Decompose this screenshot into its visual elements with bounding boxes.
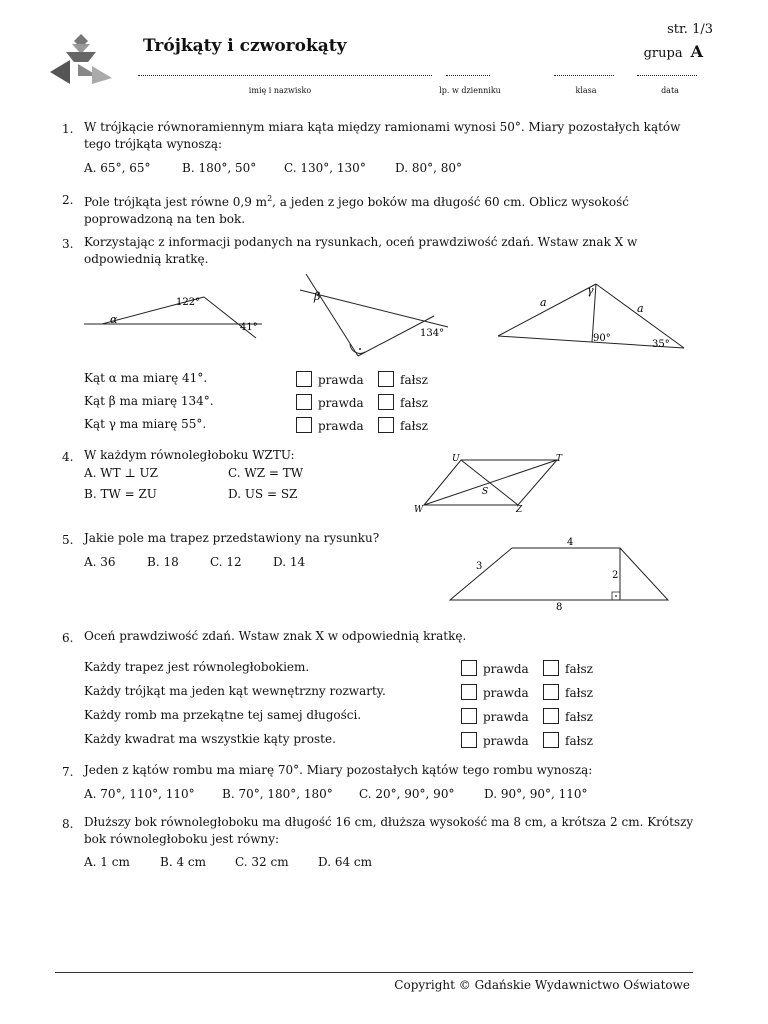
name-field[interactable]	[138, 74, 432, 76]
question-3-row-2-text: Kąt β ma miarę 134°.	[84, 394, 214, 408]
class-field-label: klasa	[575, 86, 597, 95]
question-6-row-2-true-checkbox[interactable]	[461, 684, 477, 700]
question-3-row-2-true-checkbox[interactable]	[296, 394, 312, 410]
question-2-number: 2.	[62, 193, 74, 207]
trapezoid-label-side: 3	[476, 561, 483, 572]
false-label: fałsz	[565, 734, 593, 748]
question-6-row-3-false-checkbox[interactable]	[543, 708, 559, 724]
fig3-side-a-right: a	[637, 302, 644, 315]
true-label: prawda	[318, 419, 364, 433]
footer-divider	[55, 972, 693, 973]
question-4-option-b[interactable]: B. TW = ZU	[84, 487, 157, 501]
fig3-side-a-left: a	[540, 296, 547, 309]
question-8-option-b[interactable]: B. 4 cm	[160, 855, 206, 869]
question-6-row-3-answers	[461, 708, 593, 724]
true-label: prawda	[483, 734, 529, 748]
question-6-row-3-text: Każdy romb ma przekątne tej samej długości.	[84, 708, 362, 722]
question-3-figure-2	[298, 272, 458, 362]
question-5-option-c[interactable]: C. 12	[210, 555, 242, 569]
label-u: U	[452, 454, 460, 464]
true-label: prawda	[483, 710, 529, 724]
false-label: fałsz	[565, 662, 593, 676]
fig3-left-side	[498, 284, 596, 336]
trapezoid-label-height: 2	[612, 570, 619, 581]
question-4-option-c[interactable]: C. WZ = TW	[228, 466, 304, 480]
question-4-option-d[interactable]: D. US = SZ	[228, 487, 298, 501]
fig3-angle-35: 35°	[652, 339, 670, 350]
class-field[interactable]	[554, 74, 614, 76]
question-3-row-1-text: Kąt α ma miarę 41°.	[84, 371, 208, 385]
question-1-number: 1.	[62, 122, 74, 136]
question-3-row-3-answers	[296, 417, 428, 433]
fig2-line-2	[300, 290, 448, 327]
question-5-option-a[interactable]: A. 36	[84, 555, 116, 569]
question-7-option-a[interactable]: A. 70°, 110°, 110°	[84, 787, 195, 801]
question-7-option-d[interactable]: D. 90°, 90°, 110°	[484, 787, 588, 801]
label-z: Z	[516, 505, 523, 515]
group-indicator	[644, 42, 703, 61]
question-6-row-2-answers	[461, 684, 593, 700]
question-4-text: W każdym równoległoboku WZTU:	[84, 448, 295, 462]
trapezoid-label-bottom: 8	[556, 602, 563, 613]
question-4-number: 4.	[62, 450, 74, 464]
fig2-angle-134: 134°	[420, 328, 445, 339]
true-label: prawda	[318, 373, 364, 387]
fig1-angle-122: 122°	[176, 297, 201, 308]
question-1-option-b[interactable]: B. 180°, 50°	[182, 161, 257, 175]
question-6-row-1-text: Każdy trapez jest równoległobokiem.	[84, 660, 310, 674]
question-3-row-3-true-checkbox[interactable]	[296, 417, 312, 433]
question-2-text-b: , a jeden z jego boków ma długość 60 cm. Oblicz wysokość poprowadzoną na ten bok.	[84, 195, 629, 226]
question-2-text	[84, 190, 699, 228]
publisher-logo	[48, 32, 114, 88]
question-6-row-1-false-checkbox[interactable]	[543, 660, 559, 676]
true-label: prawda	[483, 662, 529, 676]
question-5-option-d[interactable]: D. 14	[273, 555, 306, 569]
question-8-number: 8.	[62, 817, 74, 831]
fig1-angle-41: 41°	[240, 322, 258, 333]
question-3-figure-3	[492, 278, 692, 354]
question-3-number: 3.	[62, 237, 74, 251]
right-angle-dot	[615, 595, 617, 597]
question-6-row-3-true-checkbox[interactable]	[461, 708, 477, 724]
page-number: str. 1/3	[667, 22, 713, 37]
fig2-right-angle-dot	[359, 348, 361, 350]
question-4-parallelogram-figure	[410, 450, 580, 516]
question-3-row-1-false-checkbox[interactable]	[378, 371, 394, 387]
name-field-label: imię i nazwisko	[248, 86, 312, 95]
question-7-text: Jeden z kątów rombu ma miarę 70°. Miary pozostałych kątów tego rombu wynoszą:	[84, 763, 593, 777]
question-3-row-3-text: Kąt γ ma miarę 55°.	[84, 417, 207, 431]
question-8-option-d[interactable]: D. 64 cm	[318, 855, 373, 869]
label-w: W	[414, 505, 424, 515]
question-6-row-4-text: Każdy kwadrat ma wszystkie kąty proste.	[84, 732, 336, 746]
question-1-option-d[interactable]: D. 80°, 80°	[395, 161, 462, 175]
true-label: prawda	[483, 686, 529, 700]
question-3-text: Korzystając z informacji podanych na rysunkach, oceń prawdziwość zdań. Wstaw znak X w odpowiednią kratkę.	[84, 235, 638, 266]
question-8-option-c[interactable]: C. 32 cm	[235, 855, 289, 869]
question-6-row-4-false-checkbox[interactable]	[543, 732, 559, 748]
question-3-figure-1	[84, 282, 274, 342]
false-label: fałsz	[565, 710, 593, 724]
question-6-row-1-answers	[461, 660, 593, 676]
copyright-text: Copyright © Gdańskie Wydawnictwo Oświatowe	[394, 978, 690, 992]
question-6-text: Oceń prawdziwość zdań. Wstaw znak X w odpowiednią kratkę.	[84, 629, 467, 643]
question-5-number: 5.	[62, 533, 74, 547]
register-number-field-label: lp. w dzienniku	[439, 86, 501, 95]
question-6-row-4-answers	[461, 732, 593, 748]
question-8-option-a[interactable]: A. 1 cm	[84, 855, 130, 869]
diagonal-uz	[461, 460, 518, 505]
question-6-row-4-true-checkbox[interactable]	[461, 732, 477, 748]
register-number-field[interactable]	[446, 74, 490, 76]
question-3-row-1-answers	[296, 371, 428, 387]
false-label: fałsz	[400, 396, 428, 410]
false-label: fałsz	[565, 686, 593, 700]
question-3-row-2-false-checkbox[interactable]	[378, 394, 394, 410]
question-7-option-c[interactable]: C. 20°, 90°, 90°	[359, 787, 455, 801]
question-4-option-a[interactable]: A. WT ⊥ UZ	[84, 466, 158, 480]
question-8-text: Dłuższy bok równoległoboku ma długość 16 cm, dłuższa wysokość ma 8 cm, a krótsza 2 cm. Krótszy bok równoległoboku jest równy:	[84, 815, 694, 846]
true-label: prawda	[318, 396, 364, 410]
group-label: grupa	[643, 46, 683, 61]
question-3-row-1-true-checkbox[interactable]	[296, 371, 312, 387]
question-2-superscript: 2	[267, 194, 273, 203]
fig2-right-angle-arc	[350, 344, 365, 353]
page-title: Trójkąty i czworokąty	[143, 36, 347, 56]
question-1-option-c[interactable]: C. 130°, 130°	[284, 161, 366, 175]
label-s: S	[482, 487, 489, 497]
question-1-text: W trójkącie równoramiennym miara kąta między ramionami wynosi 50°. Miary pozostałych kątów tego trójkąta wynoszą:	[84, 120, 681, 151]
question-6-row-2-false-checkbox[interactable]	[543, 684, 559, 700]
fig3-angle-90: 90°	[593, 333, 611, 344]
false-label: fałsz	[400, 419, 428, 433]
date-field[interactable]	[637, 74, 697, 76]
question-2-text-a: Pole trójkąta jest równe 0,9 m	[84, 195, 268, 209]
group-value: A	[690, 42, 703, 61]
label-t: T	[556, 454, 563, 464]
question-5-trapezoid-figure	[440, 534, 680, 614]
fig2-line-1	[306, 274, 358, 356]
question-7-option-b[interactable]: B. 70°, 180°, 180°	[222, 787, 333, 801]
question-6-row-1-true-checkbox[interactable]	[461, 660, 477, 676]
question-5-text: Jakie pole ma trapez przedstawiony na rysunku?	[84, 531, 380, 545]
question-3-row-2-answers	[296, 394, 428, 410]
fig2-beta: β	[314, 290, 321, 303]
question-3-row-3-false-checkbox[interactable]	[378, 417, 394, 433]
date-field-label: data	[661, 86, 679, 95]
question-5-option-b[interactable]: B. 18	[147, 555, 179, 569]
fig1-alpha: α	[110, 313, 118, 326]
trapezoid-label-top: 4	[567, 537, 574, 548]
question-6-number: 6.	[62, 631, 74, 645]
false-label: fałsz	[400, 373, 428, 387]
trapezoid-outline	[450, 548, 668, 600]
question-6-row-2-text: Każdy trójkąt ma jeden kąt wewnętrzny rozwarty.	[84, 684, 386, 698]
question-7-number: 7.	[62, 765, 74, 779]
fig3-gamma: γ	[587, 284, 594, 297]
question-1-option-a[interactable]: A. 65°, 65°	[84, 161, 151, 175]
